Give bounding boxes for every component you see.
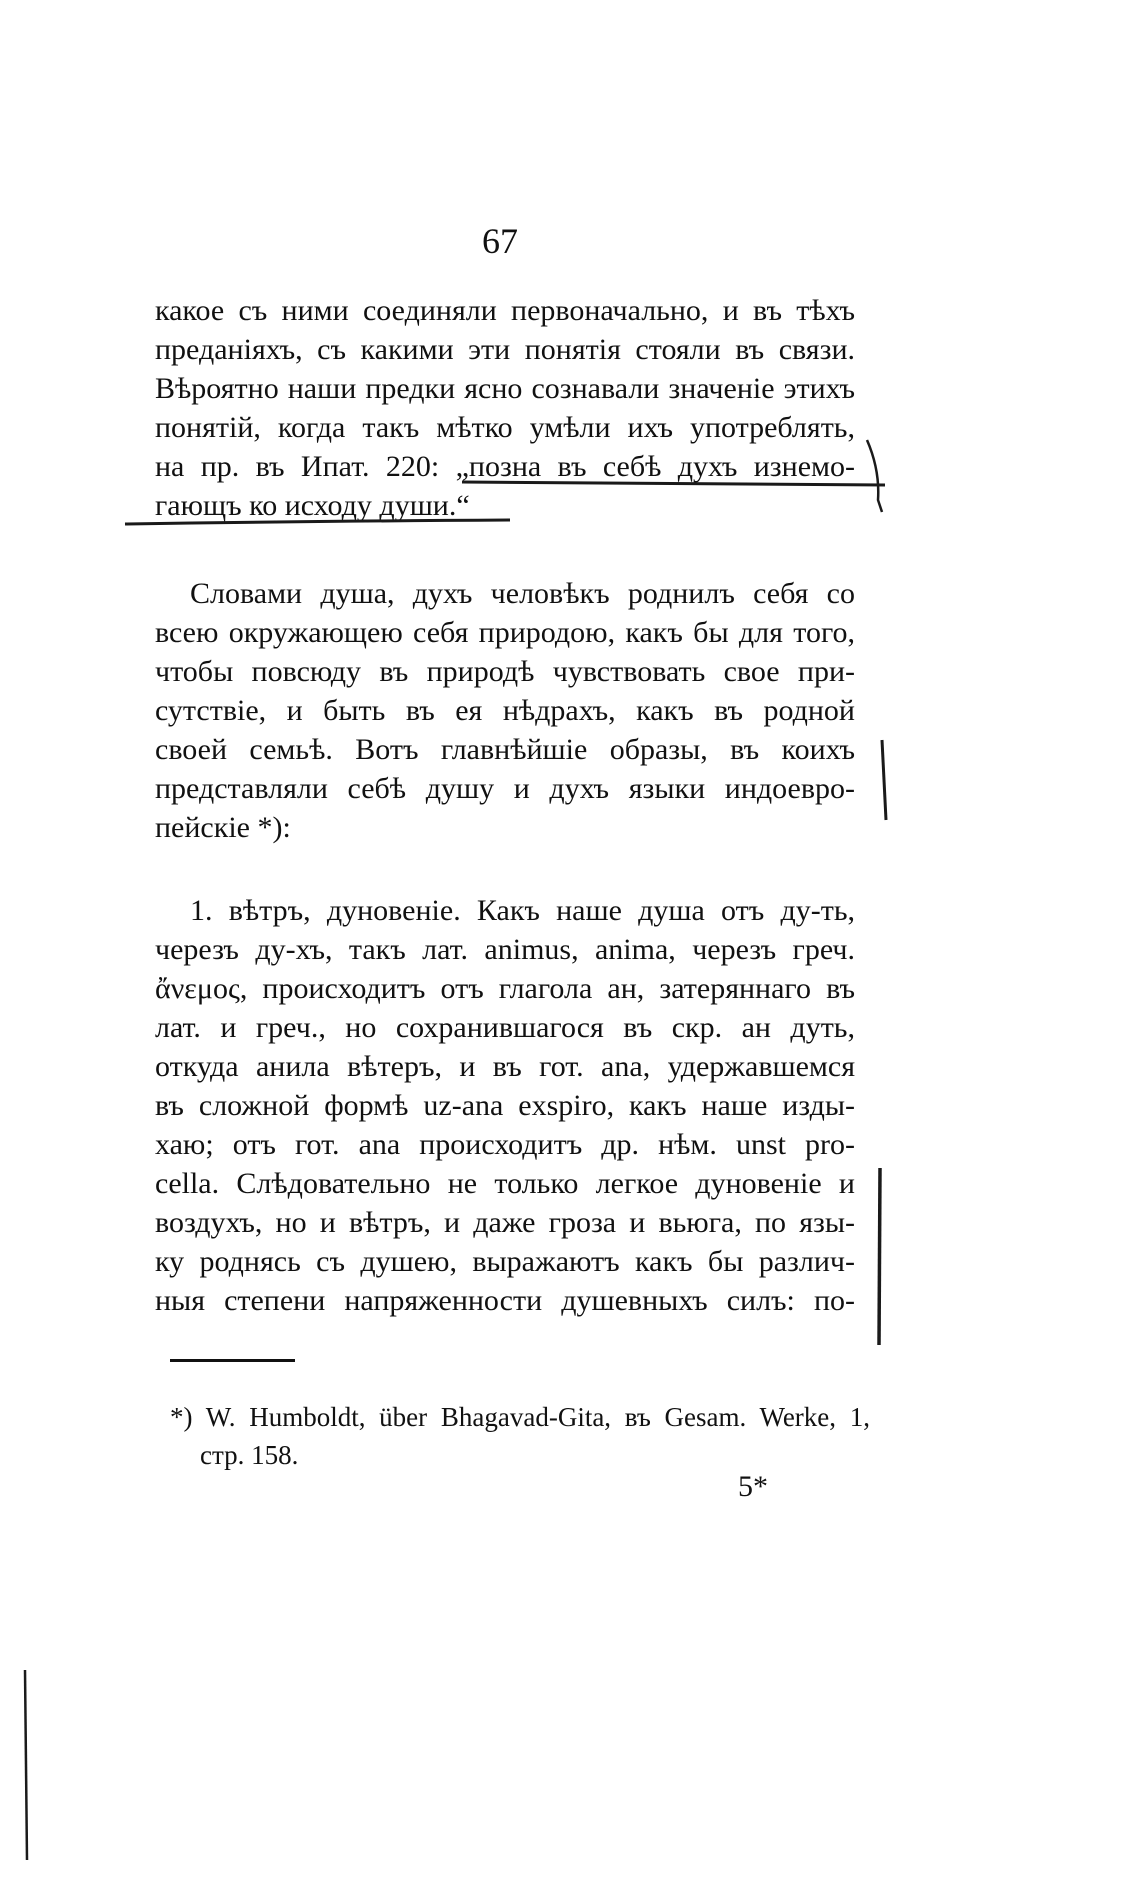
page-number: 67	[482, 221, 518, 261]
text-line: Вѣроятно наши предки ясно сознавали значеніе этихъ	[155, 372, 855, 405]
text-line: cella. Слѣдовательно не только легкое дуновеніе и	[155, 1167, 855, 1200]
text-line: хаю; отъ гот. ana происходитъ др. нѣм. unst pro-	[155, 1128, 855, 1161]
footnote-rule	[170, 1359, 295, 1362]
text-line: лат. и греч., но сохранившагося въ скр. ан дуть,	[155, 1011, 855, 1044]
text-line: своей семьѣ. Вотъ главнѣйшіе образы, въ коихъ	[155, 733, 855, 766]
margin-line-mark	[882, 740, 886, 820]
text-line: въ сложной формѣ uz-ana exspiro, какъ наше изды-	[155, 1089, 855, 1122]
footnote-line: *) W. Humboldt, über Bhagavad-Gita, въ Gesam. Werke, 1,	[170, 1402, 870, 1432]
text-line: гающъ ко исходу души.“	[155, 489, 470, 522]
text-line: откуда анила вѣтеръ, и въ гот. ana, удержавшемся	[155, 1050, 855, 1083]
text-line: ἄνεμος, происходитъ отъ глагола ан, затеряннаго въ	[155, 972, 855, 1005]
text-line: 1. вѣтръ, дуновеніе. Какъ наше душа отъ ду-ть,	[190, 894, 855, 927]
bracket-mark	[867, 440, 882, 512]
text-line: преданіяхъ, съ какими эти понятія стояли въ связи.	[155, 333, 855, 366]
text-line: пейскіе *):	[155, 811, 291, 844]
text-line: воздухъ, но и вѣтръ, и даже гроза и вьюга, по язы-	[155, 1206, 855, 1239]
text-line: какое съ ними соединяли первоначально, и въ тѣхъ	[155, 294, 855, 327]
margin-line-mark	[25, 1670, 27, 1860]
text-line: черезъ ду-хъ, такъ лат. animus, anima, черезъ греч.	[155, 933, 855, 966]
text-line: ку роднясь съ душею, выражаютъ какъ бы различ-	[155, 1245, 855, 1278]
margin-line-mark	[879, 1168, 880, 1345]
signature-mark: 5*	[738, 1470, 768, 1503]
text-line: ныя степени напряженности душевныхъ силъ: по-	[155, 1284, 855, 1317]
text-line: всею окружающею себя природою, какъ бы для того,	[155, 616, 855, 649]
text-line: сутствіе, и быть въ ея нѣдрахъ, какъ въ родной	[155, 694, 855, 727]
text-line: чтобы повсюду въ природѣ чувствовать свое при-	[155, 655, 855, 688]
text-line: на пр. въ Ипат. 220: „позна въ себѣ духъ изнемо-	[155, 450, 855, 483]
footnote-line: стр. 158.	[200, 1440, 299, 1470]
text-line: понятій, когда такъ мѣтко умѣли ихъ употреблять,	[155, 411, 855, 444]
text-line: Словами душа, духъ человѣкъ роднилъ себя со	[190, 577, 855, 610]
text-line: представляли себѣ душу и духъ языки индоевро-	[155, 772, 855, 805]
